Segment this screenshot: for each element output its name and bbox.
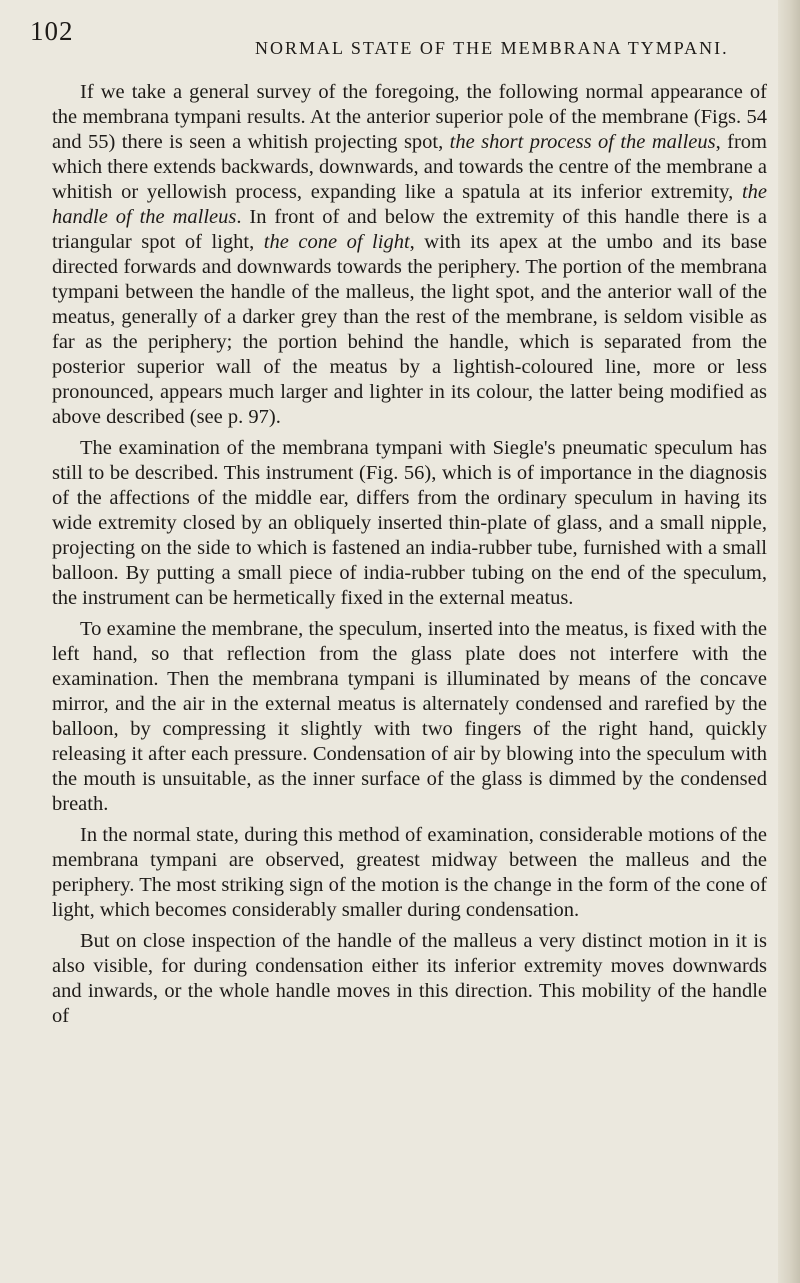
paragraph-text: , with its apex at the umbo and its base directed forwards and downwards towards the periphery. The portion of the membrana tympani between the handle of the malleus, the light spot, and the anterior wall of the meatus, generally of a darker grey than the rest of the membrane, is seldom visible as far as the periphery; the portion behind the handle, which is separated from the posterior superior wall of the meatus by a lightish-coloured line, more or less pronounced, appears much larger and lighter in its colour, the latter being modified as above described (see p. 97). <box>52 231 767 428</box>
body-text <box>52 80 767 1035</box>
paragraph <box>52 80 767 430</box>
paragraph <box>52 929 767 1029</box>
paragraph-text: , from which there extends backwards, downwards, and towards the centre of the membrane a whitish or yellowish process, expanding like a spatula at its inferior extremity, <box>52 131 768 203</box>
italic-term: the cone of light <box>263 231 410 253</box>
running-head: NORMAL STATE OF THE MEMBRANA TYMPANI. <box>255 38 729 58</box>
paragraph-text: If we take a general survey of the foregoing, the following normal appearance of the membrana tympani results. At the anterior superior pole of the membrane (Figs. 54 and 55) there is seen a whitish projecting spot, <box>52 81 767 153</box>
paragraph-text: The examination of the membrana tympani with Siegle's pneumatic speculum has still to be described. This instrument (Fig. 56), which is of importance in the diagnosis of the affections of the middle ear, differs from the ordinary speculum in having its wide extremity closed by an obliquely inserted thin-plate of glass, and a small nipple, projecting on the side to which is fastened an india-rubber tube, furnished with a small balloon. By putting a small piece of india-rubber tubing on the end of the speculum, the instrument can be hermetically fixed in the external meatus. <box>52 437 767 609</box>
page-number: 102 <box>30 16 74 46</box>
paragraph-text: To examine the membrane, the speculum, inserted into the meatus, is fixed with the left hand, so that reflection from the glass plate does not interfere with the examination. Then the membrana tympani is illuminated by means of the concave mirror, and the air in the external meatus is alternately condensed and rarefied by the balloon, by compressing it slightly with two fingers of the right hand, quickly releasing it after each pressure. Condensation of air by blowing into the speculum with the mouth is unsuitable, as the inner surface of the glass is dimmed by the condensed breath. <box>52 618 767 815</box>
paragraph <box>52 436 767 611</box>
page-header <box>30 16 740 56</box>
paragraph-text: . In front of and below the extremity of this handle there is a triangular spot of light, <box>52 206 767 253</box>
paragraph <box>52 617 767 817</box>
italic-term: the handle of the malleus <box>52 181 767 228</box>
paragraph-text: But on close inspection of the handle of the malleus a very distinct motion in it is also visible, for during condensation either its inferior extremity moves downwards and inwards, or the whole handle moves in this direction. This mobility of the handle of <box>52 930 767 1027</box>
paragraph-text: In the normal state, during this method of examination, considerable motions of the membrana tympani are observed, greatest midway between the malleus and the periphery. The most striking sign of the motion is the change in the form of the cone of light, which becomes considerably smaller during condensation. <box>52 824 767 921</box>
paragraph <box>52 823 767 923</box>
italic-term: the short process of the malleus <box>449 131 716 153</box>
page-edge-shadow <box>778 0 800 1283</box>
